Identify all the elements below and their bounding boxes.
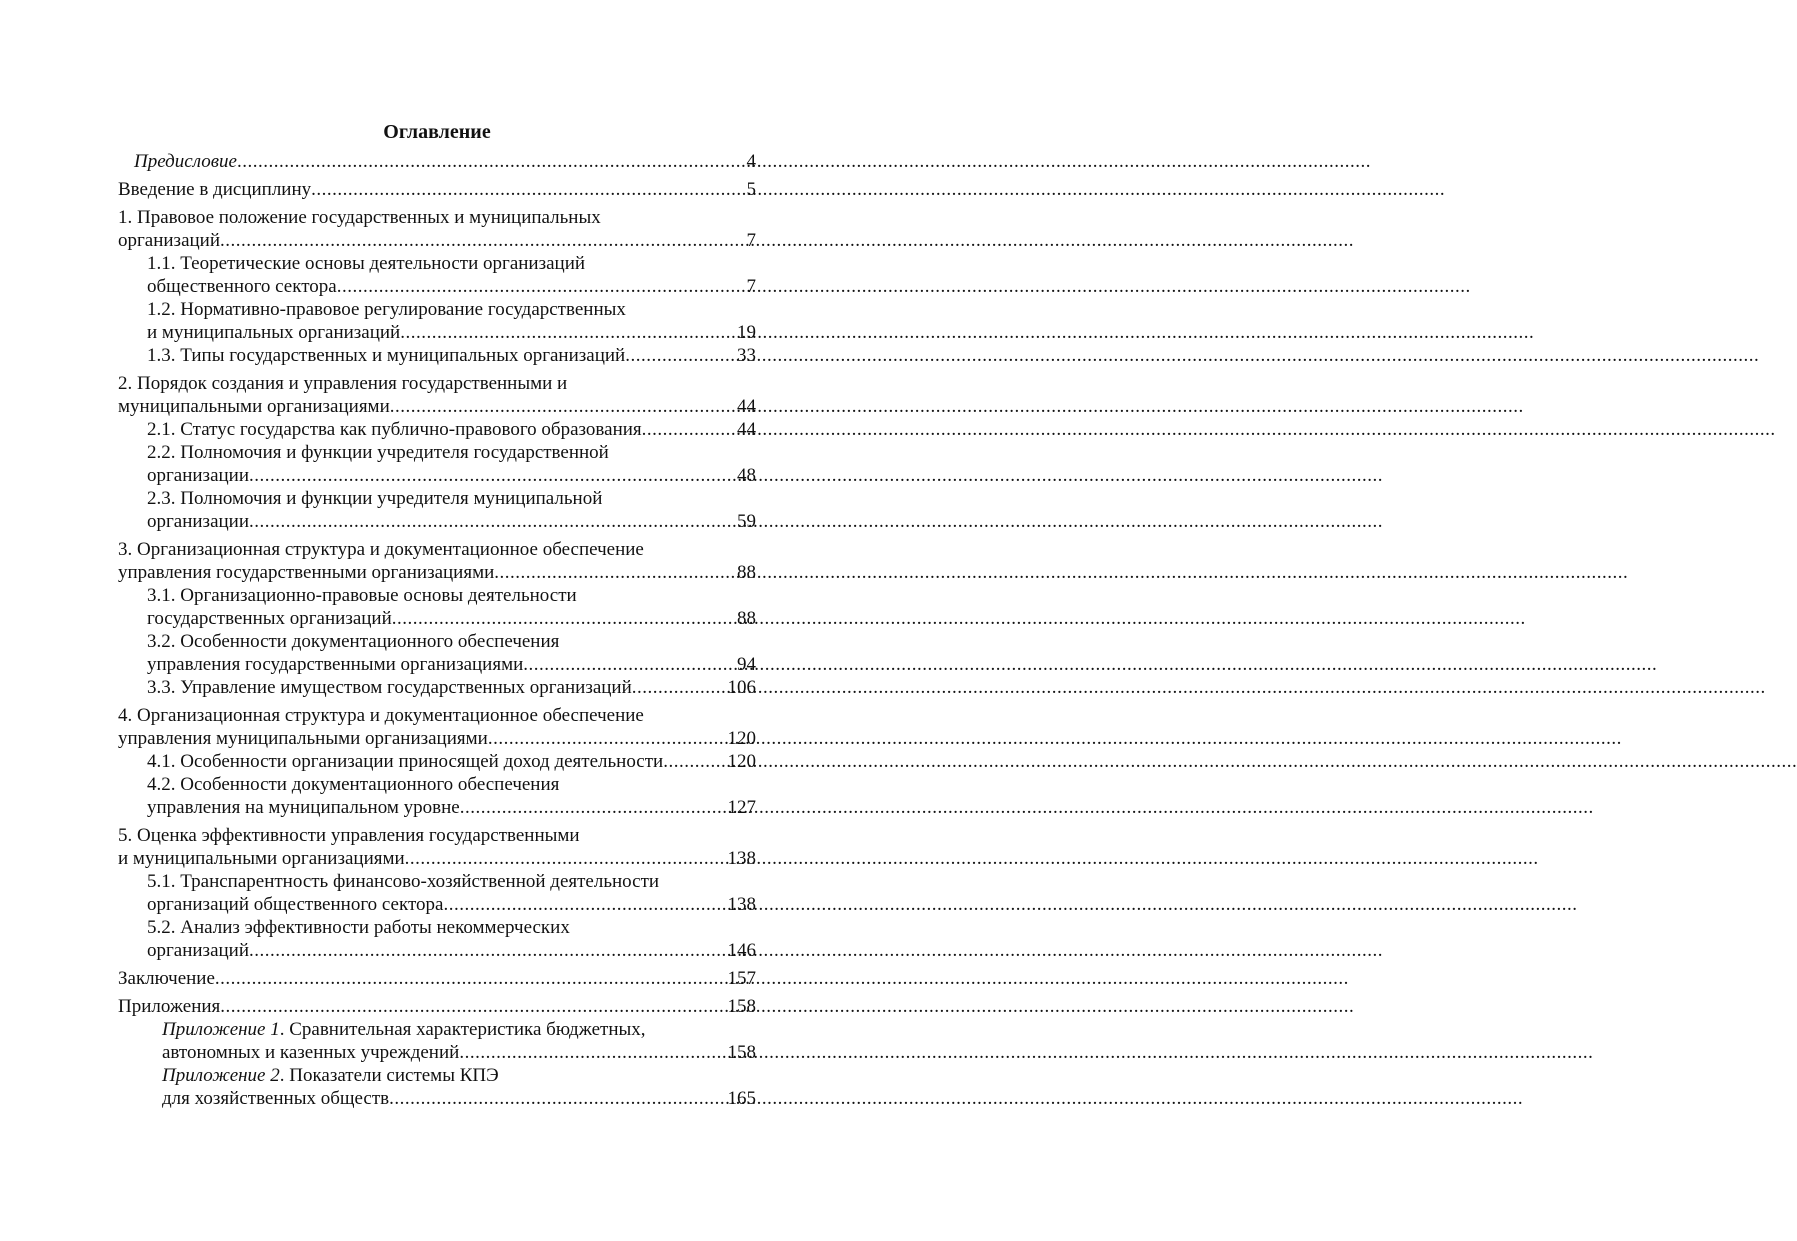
toc-entry-title: организаций: [118, 230, 221, 251]
toc-entry-italic-label: Приложение 2: [162, 1065, 280, 1086]
toc-page-number: 44: [737, 419, 756, 440]
toc-page-number: 158: [727, 1042, 756, 1063]
toc-entry[interactable]: [118, 487, 756, 533]
toc-entry-title-line: 3. Организационная структура и документационное обеспечение: [118, 539, 644, 560]
dot-leader: [459, 1041, 726, 1064]
dot-leader: [400, 321, 736, 344]
toc-page-number: 158: [727, 996, 756, 1017]
toc-page-number: 44: [737, 396, 756, 417]
toc-entry-title: 1.3. Типы государственных и муниципальных организаций: [147, 345, 626, 366]
toc-entry-title: управления муниципальными организациями: [118, 728, 488, 749]
dot-leader: [642, 418, 736, 441]
dot-leader: [390, 395, 736, 418]
dot-leader: [220, 995, 726, 1018]
toc-page-number: 33: [737, 345, 756, 366]
toc-page-number: 48: [737, 465, 756, 486]
toc-entry-title-line: 2. Порядок создания и управления государственными и: [118, 373, 568, 394]
toc-page-number: 138: [727, 848, 756, 869]
dot-leader: [249, 510, 736, 533]
toc-entry-title: управления государственными организациями: [118, 562, 495, 583]
toc-entry-title-line: 1. Правовое положение государственных и муниципальных: [118, 207, 601, 228]
toc-page-number: 120: [727, 728, 756, 749]
toc-entry[interactable]: [118, 824, 756, 870]
toc-entry[interactable]: [118, 584, 756, 630]
toc-entry-title: и муниципальными организациями: [118, 848, 405, 869]
toc-page-number: 165: [727, 1088, 756, 1109]
toc-entry[interactable]: [118, 538, 756, 584]
toc-page-number: 4: [746, 151, 756, 172]
toc-entry-title: 3.3. Управление имуществом государственных организаций: [147, 677, 632, 698]
toc-entry-title-line: 5.2. Анализ эффективности работы некоммерческих: [147, 917, 570, 938]
toc-entry-title: организаций: [147, 940, 250, 961]
dot-leader: [389, 1087, 726, 1110]
toc-entry[interactable]: [118, 916, 756, 962]
toc-entry-title: Введение в дисциплину: [118, 179, 312, 200]
toc-entry-italic-label: Приложение 1: [162, 1019, 280, 1040]
dot-leader: [632, 676, 727, 699]
toc-entry[interactable]: [118, 773, 756, 819]
toc-entry[interactable]: [118, 1064, 756, 1110]
toc-entry-title: 2.1. Статус государства как публично-правового образования: [147, 419, 642, 440]
toc-entry[interactable]: [118, 178, 756, 201]
toc-entry-title-line: 1.2. Нормативно-правовое регулирование государственных: [147, 299, 626, 320]
toc-page-number: 5: [746, 179, 756, 200]
dot-leader: [249, 939, 726, 962]
toc-entry[interactable]: [118, 1018, 756, 1064]
toc-entry[interactable]: [118, 750, 756, 773]
toc-entry-title-line: 1.1. Теоретические основы деятельности организаций: [147, 253, 586, 274]
toc-entry[interactable]: [118, 298, 756, 344]
dot-leader: [249, 464, 736, 487]
toc-entry-title-line: . Сравнительная характеристика бюджетных,: [279, 1019, 646, 1040]
toc-entry[interactable]: [118, 441, 756, 487]
dot-leader: [523, 653, 736, 676]
toc-entry-title: организации: [147, 511, 250, 532]
toc-entry[interactable]: [118, 206, 756, 252]
toc-page-number: 146: [727, 940, 756, 961]
toc-entry-title: и муниципальных организаций: [147, 322, 401, 343]
dot-leader: [494, 561, 736, 584]
dot-leader: [443, 893, 726, 916]
toc-page-number: 94: [737, 654, 756, 675]
toc-entry[interactable]: [118, 252, 756, 298]
toc-entry-title: организаций общественного сектора: [147, 894, 444, 915]
toc-entry-title: автономных и казенных учреждений: [162, 1042, 460, 1063]
toc-entry[interactable]: [118, 704, 756, 750]
toc-entry-title: государственных организаций: [147, 608, 392, 629]
toc-entry[interactable]: [118, 676, 756, 699]
toc-page-number: 7: [746, 276, 756, 297]
toc-entry-title-line: 3.1. Организационно-правовые основы деятельности: [147, 585, 577, 606]
dot-leader: [311, 178, 745, 201]
dot-leader: [625, 344, 736, 367]
toc-entry-title: 4.1. Особенности организации приносящей доход деятельности: [147, 751, 664, 772]
dot-leader: [392, 607, 736, 630]
dot-leader: [663, 750, 726, 773]
dot-leader: [405, 847, 727, 870]
toc-entry-title-line: 2.2. Полномочия и функции учредителя государственной: [147, 442, 609, 463]
toc-entry-title-line: 3.2. Особенности документационного обеспечения: [147, 631, 560, 652]
toc-entry[interactable]: [118, 870, 756, 916]
toc-entry-title-line: . Показатели системы КПЭ: [279, 1065, 499, 1086]
toc-entry-title: для хозяйственных обществ: [162, 1088, 390, 1109]
toc-page-number: 19: [737, 322, 756, 343]
toc-entry[interactable]: [118, 967, 756, 990]
dot-leader: [460, 796, 727, 819]
toc-entry-title: управления государственными организациями: [147, 654, 524, 675]
toc-entry-title-line: 2.3. Полномочия и функции учредителя муниципальной: [147, 488, 603, 509]
toc-page-number: 106: [727, 677, 756, 698]
toc-entry-title: общественного сектора: [147, 276, 337, 297]
toc-entry[interactable]: [118, 995, 756, 1018]
toc-entry-title: управления на муниципальном уровне: [147, 797, 460, 818]
toc-page-number: 59: [737, 511, 756, 532]
dot-leader: [215, 967, 727, 990]
toc-entry-italic-label: Предисловие: [134, 151, 237, 172]
dot-leader: [337, 275, 746, 298]
page-title: Оглавление: [383, 121, 491, 143]
toc-entry[interactable]: [118, 344, 756, 367]
toc-page-number: 88: [737, 608, 756, 629]
toc-entry-title: муниципальными организациями: [118, 396, 390, 417]
toc-entry[interactable]: [118, 150, 756, 173]
toc-entry-title-line: 5. Оценка эффективности управления государственными: [118, 825, 580, 846]
toc-entry-title-line: 4.2. Особенности документационного обеспечения: [147, 774, 560, 795]
dot-leader: [237, 150, 746, 173]
toc-entry-title: Заключение: [118, 968, 215, 989]
toc-page-number: 127: [727, 797, 756, 818]
toc-entry[interactable]: [118, 630, 756, 676]
toc-entry-title-line: 5.1. Транспарентность финансово-хозяйственной деятельности: [147, 871, 660, 892]
toc-page-number: 7: [746, 230, 756, 251]
toc-entry-title-line: 4. Организационная структура и документационное обеспечение: [118, 705, 644, 726]
toc-entry[interactable]: [118, 372, 756, 418]
dot-leader: [220, 229, 745, 252]
dot-leader: [488, 727, 727, 750]
toc-entry-title: организации: [147, 465, 250, 486]
toc-entry[interactable]: [118, 418, 756, 441]
toc-page-number: 88: [737, 562, 756, 583]
toc-page-number: 120: [727, 751, 756, 772]
toc-page-number: 138: [727, 894, 756, 915]
table-of-contents: [118, 150, 756, 1110]
toc-entry-title: Приложения: [118, 996, 221, 1017]
toc-page-number: 157: [727, 968, 756, 989]
